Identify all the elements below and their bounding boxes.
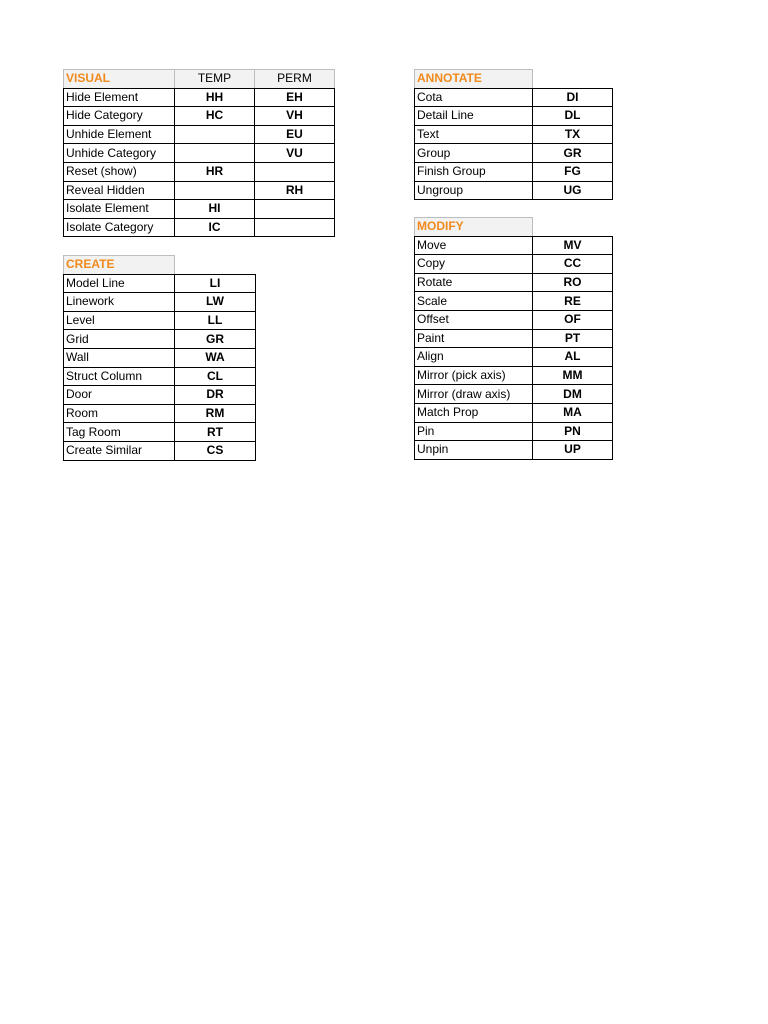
- table-row: [64, 330, 256, 349]
- table-row: [64, 125, 335, 144]
- shortcut-label: Hide Element: [64, 88, 175, 107]
- table-row: [415, 125, 613, 144]
- shortcut-label: Scale: [415, 292, 533, 311]
- shortcut-label: Cota: [415, 88, 533, 107]
- shortcut-label: Unhide Category: [64, 144, 175, 163]
- shortcut-label: Grid: [64, 330, 175, 349]
- shortcut-label: Level: [64, 311, 175, 330]
- shortcut-label: Ungroup: [415, 181, 533, 200]
- shortcut-label: Hide Category: [64, 107, 175, 126]
- shortcut-code: DR: [175, 386, 256, 405]
- shortcut-label: Mirror (draw axis): [415, 385, 533, 404]
- table-row: [64, 404, 256, 423]
- table-row: [415, 348, 613, 367]
- table-row: [415, 181, 613, 200]
- shortcut-code: UG: [533, 181, 613, 200]
- temp-code: HC: [175, 107, 255, 126]
- shortcut-label: Text: [415, 125, 533, 144]
- shortcut-code: TX: [533, 125, 613, 144]
- shortcut-label: Detail Line: [415, 107, 533, 126]
- shortcut-code: CC: [533, 255, 613, 274]
- table-row: [64, 367, 256, 386]
- shortcut-code: RO: [533, 273, 613, 292]
- shortcut-label: Wall: [64, 348, 175, 367]
- annotate-table: [414, 69, 613, 200]
- modify-title: MODIFY: [415, 218, 533, 237]
- shortcut-code: GR: [533, 144, 613, 163]
- table-row: [415, 366, 613, 385]
- shortcut-code: MV: [533, 236, 613, 255]
- shortcut-label: Reveal Hidden: [64, 181, 175, 200]
- shortcut-code: DM: [533, 385, 613, 404]
- table-header-row: [64, 70, 335, 89]
- shortcut-label: Unpin: [415, 441, 533, 460]
- perm-code: EU: [255, 125, 335, 144]
- shortcut-label: Room: [64, 404, 175, 423]
- create-title: CREATE: [64, 256, 175, 275]
- temp-code: HI: [175, 200, 255, 219]
- shortcut-label: Group: [415, 144, 533, 163]
- shortcut-code: MM: [533, 366, 613, 385]
- shortcut-code: GR: [175, 330, 256, 349]
- table-header-row: [64, 256, 256, 275]
- shortcut-code: LW: [175, 293, 256, 312]
- table-row: [415, 162, 613, 181]
- temp-code: [175, 125, 255, 144]
- shortcut-label: Linework: [64, 293, 175, 312]
- shortcut-code: CL: [175, 367, 256, 386]
- shortcut-code: LI: [175, 274, 256, 293]
- table-header-row: [415, 218, 613, 237]
- shortcut-label: Pin: [415, 422, 533, 441]
- perm-code: RH: [255, 181, 335, 200]
- shortcut-code: PN: [533, 422, 613, 441]
- shortcut-label: Paint: [415, 329, 533, 348]
- table-row: [64, 311, 256, 330]
- table-row: [415, 441, 613, 460]
- shortcut-code: RE: [533, 292, 613, 311]
- temp-code: [175, 181, 255, 200]
- table-row: [64, 274, 256, 293]
- shortcut-label: Copy: [415, 255, 533, 274]
- shortcut-code: RT: [175, 423, 256, 442]
- table-row: [64, 162, 335, 181]
- shortcut-label: Door: [64, 386, 175, 405]
- table-row: [415, 236, 613, 255]
- header-blank-cell: [533, 218, 613, 237]
- shortcut-label: Isolate Element: [64, 200, 175, 219]
- temp-code: [175, 144, 255, 163]
- table-row: [64, 218, 335, 237]
- table-row: [64, 88, 335, 107]
- visual-table: [63, 69, 335, 237]
- annotate-title: ANNOTATE: [415, 70, 533, 89]
- temp-code: IC: [175, 218, 255, 237]
- perm-code: VU: [255, 144, 335, 163]
- table-row: [64, 200, 335, 219]
- shortcut-code: OF: [533, 310, 613, 329]
- table-row: [64, 386, 256, 405]
- shortcut-code: DL: [533, 107, 613, 126]
- shortcut-code: MA: [533, 403, 613, 422]
- shortcut-label: Mirror (pick axis): [415, 366, 533, 385]
- perm-code: [255, 200, 335, 219]
- table-row: [64, 293, 256, 312]
- table-row: [64, 348, 256, 367]
- shortcut-label: Offset: [415, 310, 533, 329]
- table-row: [415, 403, 613, 422]
- shortcut-code: UP: [533, 441, 613, 460]
- shortcut-label: Tag Room: [64, 423, 175, 442]
- temp-code: HR: [175, 162, 255, 181]
- shortcut-code: RM: [175, 404, 256, 423]
- shortcut-code: WA: [175, 348, 256, 367]
- table-row: [64, 423, 256, 442]
- perm-code: EH: [255, 88, 335, 107]
- table-row: [415, 273, 613, 292]
- table-row: [415, 385, 613, 404]
- table-header-row: [415, 70, 613, 89]
- modify-table: [414, 217, 613, 460]
- table-row: [64, 181, 335, 200]
- table-row: [415, 88, 613, 107]
- table-row: [415, 292, 613, 311]
- header-blank-cell: [175, 256, 256, 275]
- shortcut-code: FG: [533, 162, 613, 181]
- shortcut-label: Move: [415, 236, 533, 255]
- table-row: [415, 329, 613, 348]
- visual-title: VISUAL: [64, 70, 175, 89]
- shortcut-code: CS: [175, 441, 256, 460]
- shortcut-label: Model Line: [64, 274, 175, 293]
- shortcut-label: Reset (show): [64, 162, 175, 181]
- shortcut-label: Isolate Category: [64, 218, 175, 237]
- header-blank-cell: [533, 70, 613, 89]
- table-row: [415, 310, 613, 329]
- shortcut-label: Rotate: [415, 273, 533, 292]
- perm-code: [255, 218, 335, 237]
- table-row: [64, 441, 256, 460]
- table-row: [415, 144, 613, 163]
- perm-code: [255, 162, 335, 181]
- shortcut-label: Align: [415, 348, 533, 367]
- shortcut-label: Create Similar: [64, 441, 175, 460]
- shortcut-code: LL: [175, 311, 256, 330]
- table-row: [415, 255, 613, 274]
- shortcut-label: Unhide Element: [64, 125, 175, 144]
- table-row: [64, 144, 335, 163]
- table-row: [415, 422, 613, 441]
- table-row: [64, 107, 335, 126]
- shortcut-label: Match Prop: [415, 403, 533, 422]
- perm-code: VH: [255, 107, 335, 126]
- shortcut-label: Struct Column: [64, 367, 175, 386]
- shortcut-code: PT: [533, 329, 613, 348]
- shortcut-code: DI: [533, 88, 613, 107]
- table-row: [415, 107, 613, 126]
- temp-column-header: TEMP: [175, 70, 255, 89]
- create-table: [63, 255, 256, 461]
- shortcut-label: Finish Group: [415, 162, 533, 181]
- perm-column-header: PERM: [255, 70, 335, 89]
- shortcut-code: AL: [533, 348, 613, 367]
- temp-code: HH: [175, 88, 255, 107]
